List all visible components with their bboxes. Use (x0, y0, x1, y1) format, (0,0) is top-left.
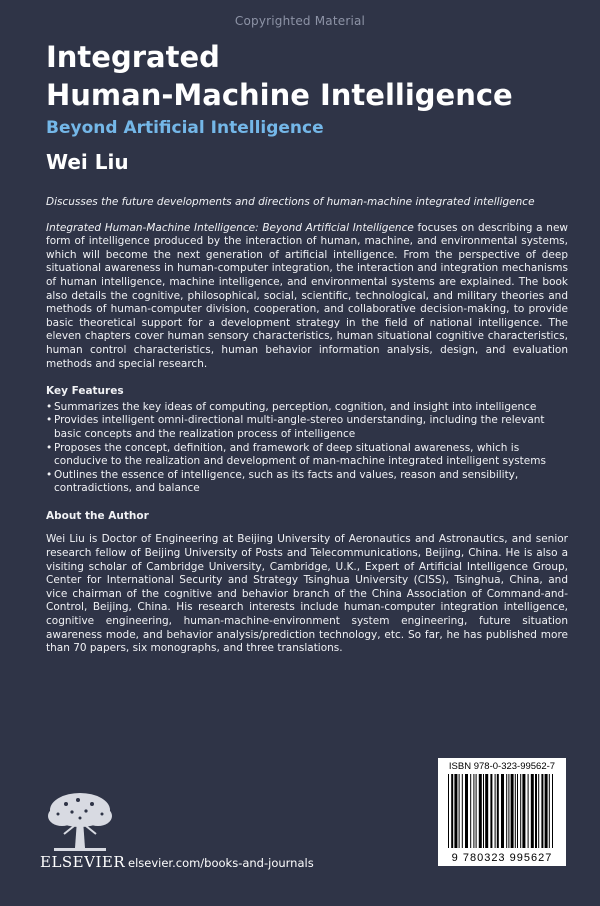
barcode-bar (495, 774, 496, 848)
barcode-bar (473, 774, 474, 848)
author-name: Wei Liu (46, 150, 129, 174)
barcode-number: 9 780323 995627 (451, 852, 553, 864)
barcode-bar (459, 774, 460, 848)
barcode-bar (545, 774, 548, 848)
tagline: Discusses the future developments and directions of human-machine integrated intelligence (46, 196, 535, 208)
barcode-bars-icon (446, 774, 558, 848)
barcode-bar (552, 774, 553, 848)
description-title-ref: Integrated Human-Machine Intelligence: Beyond Artificial Intelligence (46, 221, 414, 234)
barcode-bar (535, 774, 537, 848)
barcode-bar (522, 774, 525, 848)
barcode-bar (454, 774, 457, 848)
key-features-heading: Key Features (46, 385, 124, 398)
book-title (46, 38, 566, 114)
description-body: focuses on describing a new form of intelligence produced by the interaction of human, machine, and environmental systems, which will become the next generation of artificial intelligence. From the perspective of deep situational awareness in human-computer integration, the interaction and integration mechanisms of human intelligence, machine intelligence, and environmental systems are explained. The book also details the cognitive, philosophical, social, scientific, technological, and military theories and methods of human-computer division, cooperation, and collaborative decision-making, to provide basic theoretical support for a development strategy in the field of national intelligence. The eleven chapters cover human sensory characteristics, human situational cognitive characteristics, human control characteristics, human behavior information analysis, design, and evaluation methods and special research. (46, 221, 568, 370)
publisher-website-link[interactable]: elsevier.com/books-and-journals (128, 856, 314, 870)
elsevier-tree-logo-icon (44, 790, 116, 854)
barcode-bar (520, 774, 521, 848)
about-author-heading: About the Author (46, 509, 149, 522)
barcode-bar (462, 774, 463, 848)
barcode-bar (483, 774, 484, 848)
barcode-bar (448, 774, 449, 848)
back-cover-text (46, 196, 568, 656)
book-subtitle: Beyond Artificial Intelligence (46, 118, 324, 138)
barcode-bar (465, 774, 468, 848)
barcode-bar (476, 774, 477, 848)
watermark: Copyrighted Material (234, 14, 366, 28)
barcode-bar (501, 774, 504, 848)
barcode-bar (549, 774, 550, 848)
key-features-list (46, 401, 568, 496)
publisher-name: ELSEVIER (40, 853, 126, 871)
about-author-body: Wei Liu is Doctor of Engineering at Beijing University of Aeronautics and Astronautics, and senior research fellow of Beijing University of Posts and Telecommunications, Beijing, China. He is also a visiting scholar of Cambridge University, Cambridge, U.K., Expert of Artificial Intelligence Group, Center for International Security and Strategy Tsinghua University (CISS), Tsinghua, China, and vice chairman of the cognitive and behavior branch of the China Association of Command-and-Control, Beijing, China. His research interests include human-computer integration intelligence, cognitive engineering, human-machine-environment system engineering, future situation awareness mode, and behavior analysis/prediction technology, etc. So far, he has published more than 70 papers, six monographs, and three translations. (46, 533, 568, 655)
barcode-bar (506, 774, 507, 848)
barcode-bar (470, 774, 471, 848)
barcode-bar (538, 774, 539, 848)
isbn-barcode (438, 758, 566, 866)
barcode-bar (485, 774, 488, 848)
barcode-bar (451, 774, 453, 848)
barcode-bar (528, 774, 529, 848)
barcode-bar (517, 774, 518, 848)
feature-item: • Proposes the concept, definition, and framework of deep situational awareness, which is conducive to the realization and development of man-machine integrated intelligent systems (46, 442, 568, 469)
isbn-label: ISBN 978-0-323-99562-7 (448, 761, 556, 772)
title-line-2: Human-Machine Intelligence (46, 78, 513, 112)
title-line-1: Integrated (46, 40, 220, 74)
barcode-bar (497, 774, 499, 848)
barcode-bar (490, 774, 492, 848)
barcode-bar (511, 774, 514, 848)
feature-item: • Provides intelligent omni-directional multi-angle-stereo understanding, including the relevant basic concepts and the realization process of intelligence (46, 414, 568, 441)
feature-item: • Summarizes the key ideas of computing, perception, cognition, and insight into intelligence (46, 401, 568, 415)
description (46, 222, 568, 372)
barcode-bar (508, 774, 509, 848)
barcode-bar (515, 774, 516, 848)
barcode-bar (541, 774, 543, 848)
barcode-bar (531, 774, 534, 848)
feature-item: • Outlines the essence of intelligence, such as its facts and values, reason and sensibility, contradictions, and balance (46, 469, 568, 496)
barcode-bar (479, 774, 482, 848)
